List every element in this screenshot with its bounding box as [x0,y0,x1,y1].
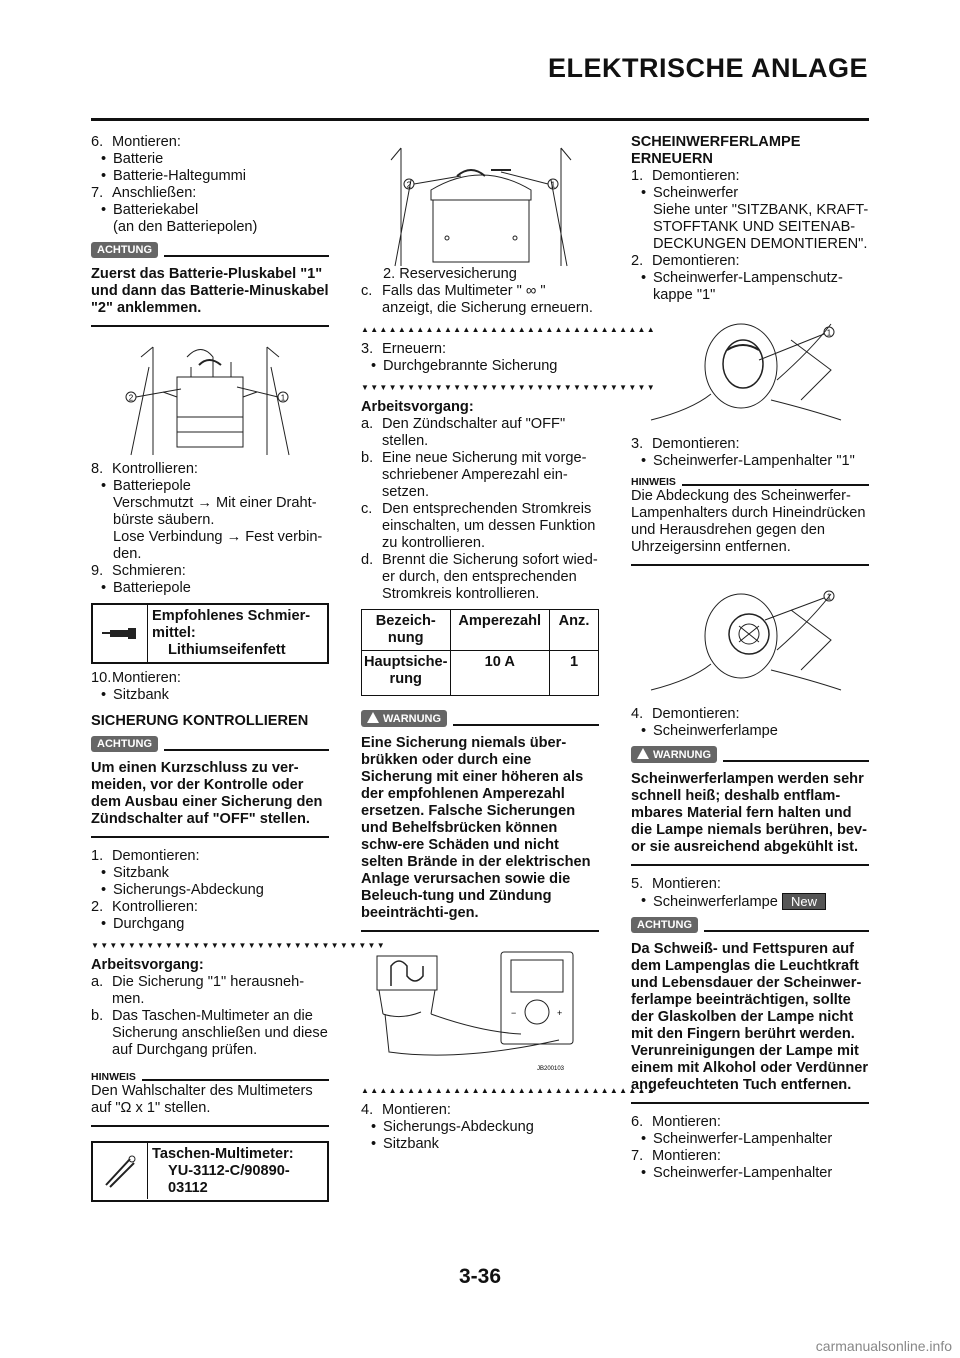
achtung-text: Da Schweiß- und Fettspuren auf dem Lampenglas die Leuchtkraft und Lebensdauer der Scheinwer-ferlampe beeinträchtigen, sollte der Glaskolben der Lampe nicht mit den Fingern berührt werden. Verunreinigungen der Lampe mit einem mit Alkohol oder Verdünner angefeuchteten Tuch entfernen. [631,941,869,1093]
bullet: • Sicherungs-Abdeckung [101,882,264,898]
procedure-end-marker: ▲▲▲▲▲▲▲▲▲▲▲▲▲▲▲▲▲▲▲▲▲▲▲▲▲▲▲▲▲▲▲▲ [361,325,656,334]
procedure-step-d: d. Brennt die Sicherung sofort wied-er durch, den entsprechenden Stromkreis kontrollieren. [361,552,598,602]
table-cell: 1 [550,651,599,696]
achtung-header [91,736,329,752]
callout-1: 1 [826,328,832,338]
bullet: • Sicherungs-Abdeckung [371,1119,534,1135]
hinweis-text: Den Wahlschalter des Multimeters auf "Ω x 1" stellen. [91,1083,313,1116]
achtung-text: Zuerst das Batterie-Pluskabel "1" und dann das Batterie-Minuskabel "2" anklemmen. [91,266,329,316]
bullet-sub: (an den Batteriepolen) [113,219,258,235]
table-header: Bezeich-nung [362,610,451,651]
table-header: Amperezahl [450,610,549,651]
hinweis-label: HINWEIS [91,1071,136,1083]
step-9: 9. Schmieren: [91,563,186,579]
bullet: • Scheinwerferlampe [641,723,778,739]
step-7: 7. Anschließen: [91,185,197,201]
step-4: 4. Demontieren: [631,706,740,722]
achtung-badge: ACHTUNG [91,736,158,752]
lubricant-value: Lithiumseifenfett [168,642,286,658]
multimeter-test-figure [361,942,599,1078]
table-row [362,610,599,651]
procedure-step-a: a. Die Sicherung "1" herausneh-men. [91,974,305,1007]
column-3 [631,134,869,1182]
step-7: 7. Montieren: [631,1148,721,1164]
achtung-text: Um einen Kurzschluss zu ver-meiden, vor der Kontrolle oder dem Ausbau einer Sicherung den Zündschalter auf "OFF" stellen. [91,760,323,827]
step-8: 8. Kontrollieren: [91,461,198,477]
table-cell: Hauptsiche-rung [362,651,451,696]
header-rule [91,118,869,121]
step-3: 3. Erneuern: [361,341,447,357]
tool-spec-box [91,1141,329,1202]
figure-caption: 2. Reservesicherung [383,266,517,282]
bullet: • Scheinwerferlampe New [631,893,869,911]
achtung-header [631,917,869,933]
procedure-start-marker: ▼▼▼▼▼▼▼▼▼▼▼▼▼▼▼▼▼▼▼▼▼▼▼▼▼▼▼▼▼▼▼▼ [361,383,656,392]
tool-value: YU-3112-C/90890-03112 [168,1163,290,1196]
procedure-title: Arbeitsvorgang: [91,957,204,973]
procedure-step-a: a. Den Zündschalter auf "OFF" stellen. [361,416,566,449]
column-1 [91,134,386,1208]
section-heading-fuse: SICHERUNG KONTROLLIEREN [91,713,309,729]
fuse-location-figure [361,140,599,266]
lubricant-title: Empfohlenes Schmier-mittel: [152,608,311,641]
bullet: • Batterie-Haltegummi [101,168,247,184]
figure-code: JB200103 [537,1066,565,1072]
procedure-title: Arbeitsvorgang: [361,399,474,415]
page-number: 3-36 [458,1265,502,1288]
bullet: • Durchgang [101,916,185,932]
bullet-sub: Verschmutzt → Mit einer Draht-bürste säubern. [113,495,317,528]
warnung-header [361,710,599,727]
procedure-end-marker: ▲▲▲▲▲▲▲▲▲▲▲▲▲▲▲▲▲▲▲▲▲▲▲▲▲▲▲▲▲▲▲▲ [361,1086,656,1095]
bullet: • Scheinwerfer [641,185,739,201]
step-3: 3. Demontieren: [631,436,740,452]
bullet: • Batteriekabel [101,202,199,218]
bullet: • Batterie [101,151,164,167]
callout-1: 1 [280,393,286,403]
bullet: • Sitzbank [371,1136,439,1152]
bullet-sub: Siehe unter "SITZBANK, KRAFT-STOFFTANK UND SEITENAB-DECKUNGEN DEMONTIEREN". [653,202,869,252]
step-5: 5. Montieren: [631,876,721,892]
battery-figure [91,337,329,455]
bullet: • Sitzbank [101,687,169,703]
step-4: 4. Montieren: [361,1102,451,1118]
table-cell: 10 A [450,651,549,696]
hinweis-label: HINWEIS [631,476,676,488]
callout-1: 1 [550,180,556,190]
watermark: carmanualsonline.info [815,1338,952,1354]
bullet: • Scheinwerfer-Lampenhalter "1" [641,453,855,469]
procedure-step-c: c. Falls das Multimeter " ∞ " anzeigt, die Sicherung erneuern. [361,283,593,316]
tool-title: Taschen-Multimeter: [152,1146,294,1162]
bullet: • Batteriepole [101,478,191,494]
procedure-start-marker: ▼▼▼▼▼▼▼▼▼▼▼▼▼▼▼▼▼▼▼▼▼▼▼▼▼▼▼▼▼▼▼▼ [91,941,386,950]
table-header: Anz. [550,610,599,651]
step-6: 6. Montieren: [631,1114,721,1130]
bullet: • Sitzbank [101,865,169,881]
step-2: 2. Kontrollieren: [91,899,198,915]
achtung-badge: ACHTUNG [631,917,698,933]
step-6: 6. Montieren: [91,134,181,150]
hinweis-header [631,476,869,488]
procedure-step-b: b. Das Taschen-Multimeter an die Sicherung anschließen und diese auf Durchgang prüfen. [91,1008,328,1058]
achtung-badge: ACHTUNG [91,242,158,258]
svg-text:+: + [557,1008,563,1018]
bullet: • Batteriepole [101,580,191,596]
callout-2: 2 [128,393,134,403]
warnung-badge: WARNUNG [361,710,447,727]
bullet: • Durchgebrannte Sicherung [371,358,558,374]
multimeter-probe-icon [93,1143,148,1199]
step-1: 1. Demontieren: [91,848,200,864]
bullet: • Scheinwerfer-Lampenschutz-kappe "1" [641,270,843,303]
procedure-step-b: b. Eine neue Sicherung mit vorge-schriebener Amperezahl ein-setzen. [361,450,587,500]
new-part-badge: New [782,893,826,910]
warnung-text: Eine Sicherung niemals über-brükken oder durch eine Sicherung mit einer höheren als der empfohlenen Amperezahl ersetzen. Falsche Sicherungen und Behelfsbrücken können schw-ere Schäden und nicht selten Brände in der elektrischen Anlage verursachen sowie die Beleuch-tung und Zündung beeinträchti-gen. [361,735,591,921]
callout-2: 2 [406,180,412,190]
warnung-badge: WARNUNG [631,746,717,763]
hinweis-text: Die Abdeckung des Scheinwerfer-Lampenhalters durch Hineindrücken und Herausdrehen gegen den Uhrzeigersinn entfernen. [631,488,866,555]
step-10: 10. Montieren: [91,670,181,686]
warnung-header [631,746,869,763]
page-title: ELEKTRISCHE ANLAGE [547,53,868,83]
procedure-step-c: c. Den entsprechenden Stromkreis einschalten, um dessen Funktion zu kontrollieren. [361,501,596,551]
grease-gun-icon [93,605,148,662]
headlight-holder-figure [631,576,869,700]
warning-triangle-icon [637,748,649,759]
bullet: • Scheinwerfer-Lampenhalter [641,1165,833,1181]
warning-triangle-icon [367,712,379,723]
svg-text:−: − [511,1008,517,1018]
table-row [362,651,599,696]
lubricant-spec-box [91,603,329,664]
bullet-sub: Lose Verbindung → Fest verbin-den. [113,529,323,562]
hinweis-header [91,1071,329,1083]
callout-1: 1 [826,592,832,602]
bullet: • Scheinwerfer-Lampenhalter [641,1131,833,1147]
fuse-spec-table [361,609,599,696]
step-1: 1. Demontieren: [631,168,740,184]
headlight-cap-figure [631,310,869,430]
warnung-text: Scheinwerferlampen werden sehr schnell heiß; deshalb entflam-mbares Material fern halten und die Lampe niemals berühren, bev-or sie ausreichend abgekühlt ist. [631,771,868,855]
step-2: 2. Demontieren: [631,253,740,269]
section-heading-headlight: SCHEINWERFERLAMPE ERNEUERN [631,134,801,167]
achtung-header [91,242,329,258]
